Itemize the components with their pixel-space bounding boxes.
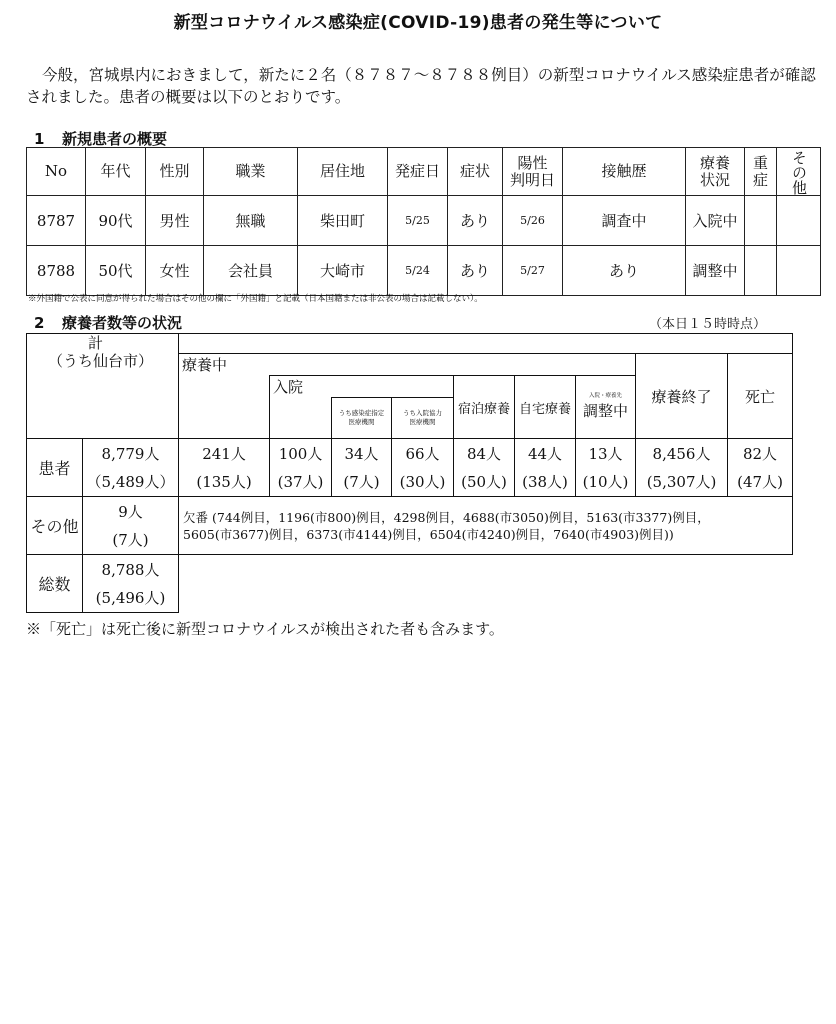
cell-sex: 女性	[146, 246, 204, 296]
cell-positive: 5/27	[503, 246, 563, 296]
table1-header-row	[27, 148, 821, 196]
header-no: No	[27, 148, 86, 196]
patients-deaths	[728, 439, 793, 497]
grand-total-value-cell	[83, 555, 179, 613]
cell-job: 無職	[204, 196, 298, 246]
patients-label: 患者	[27, 439, 83, 497]
table-row	[27, 497, 793, 555]
cell-status: 入院中	[686, 196, 745, 246]
home-header: 自宅療養	[515, 376, 576, 439]
cooperating-hospital-header	[392, 398, 454, 439]
adjusting-small-label: 入院・療養先	[589, 393, 623, 399]
grand-total-sendai: (5,496人)	[95, 588, 166, 607]
missing-numbers-note	[179, 497, 793, 555]
intro-paragraph	[26, 64, 816, 108]
header-contact: 接触歴	[563, 148, 686, 196]
finished-value: 8,456人	[652, 444, 711, 463]
cell-age: 50代	[86, 246, 146, 296]
header-age: 年代	[86, 148, 146, 196]
hotel-header: 宿泊療養	[454, 376, 515, 439]
under-treatment-header: 療養中	[179, 354, 636, 376]
finished-sendai: (5,307人)	[646, 472, 717, 491]
grand-total-value: 8,788人	[101, 560, 160, 579]
header-onset: 発症日	[388, 148, 448, 196]
cell-onset: 5/24	[388, 246, 448, 296]
deaths-note: ※「死亡」は死亡後に新型コロナウイルスが検出された者も含みます。	[26, 620, 504, 638]
treating-sendai: (135人)	[196, 472, 252, 491]
hosp-value: 100人	[278, 444, 323, 463]
cell-other	[777, 196, 821, 246]
adjusting-header	[576, 376, 636, 439]
cell-no: 8787	[27, 196, 86, 246]
patients-total-value: 8,779人	[101, 444, 160, 463]
designated-line1: うち感染症指定	[338, 409, 385, 417]
finished-header: 療養終了	[636, 354, 728, 439]
section1-number: 1	[34, 130, 45, 148]
deaths-value: 82人	[742, 444, 778, 463]
header-job: 職業	[204, 148, 298, 196]
patients-cooperating	[392, 439, 454, 497]
patients-treating	[179, 439, 270, 497]
patients-hotel	[454, 439, 515, 497]
cell-severe	[745, 196, 777, 246]
coop-value: 66人	[405, 444, 440, 463]
others-label: その他	[27, 497, 83, 555]
cell-status: 調整中	[686, 246, 745, 296]
designated-line2: 医療機関	[348, 418, 375, 426]
cell-residence: 柴田町	[298, 196, 388, 246]
under-treatment-body	[179, 376, 270, 439]
adjusting-label: 調整中	[583, 402, 629, 420]
total-header-line1: 計	[88, 334, 104, 352]
cell-positive: 5/26	[503, 196, 563, 246]
missing-numbers-line1: 欠番 (744例目，1196(市800)例目，4298例目，4688(市3050)例目，5163(市3377)例目，	[183, 509, 710, 525]
foreign-nationality-note: ※外国籍で公表に同意が得られた場合はその他の欄に「外国籍」と記載（日本国籍または非公表の場合は記載しない）。	[28, 294, 483, 304]
header-status	[686, 148, 745, 196]
patients-designated	[332, 439, 392, 497]
cell-contact: 調査中	[563, 196, 686, 246]
header-spacer	[179, 334, 793, 354]
cell-severe	[745, 246, 777, 296]
missing-numbers-line2: 5605(市3677)例目，6373(市4144)例目，6504(市4240)例目，7640(市4903)例目))	[183, 526, 674, 542]
patients-hospitalized	[270, 439, 332, 497]
desig-value: 34人	[344, 444, 379, 463]
cell-symptom: あり	[448, 196, 503, 246]
deaths-sendai: (47人)	[737, 472, 783, 491]
hospitalized-body	[270, 398, 332, 439]
grand-total-label: 総数	[27, 555, 83, 613]
cell-age: 90代	[86, 196, 146, 246]
section2-heading	[34, 312, 182, 333]
header-severe-line1: 重	[752, 153, 768, 172]
document-title: 新型コロナウイルス感染症(COVID-19)患者の発生等について	[173, 13, 663, 33]
patients-total	[83, 439, 179, 497]
cell-symptom: あり	[448, 246, 503, 296]
others-total	[83, 497, 179, 555]
cell-no: 8788	[27, 246, 86, 296]
header-positive-line2: 判明日	[509, 170, 555, 189]
coop-sendai: (30人)	[399, 472, 446, 491]
table-row	[27, 555, 793, 613]
as-of-time: （本日１５時時点）	[648, 317, 766, 332]
header-severe-line2: 症	[752, 170, 768, 189]
deaths-header: 死亡	[728, 354, 793, 439]
header-sex: 性別	[146, 148, 204, 196]
header-status-line2: 状況	[699, 170, 730, 189]
table-row	[27, 246, 821, 296]
adjust-sendai: (10人)	[582, 472, 629, 491]
cell-other	[777, 246, 821, 296]
cooperating-line1: うち入院協力	[403, 409, 443, 417]
section1-title: 新規患者の概要	[62, 130, 168, 148]
table-row	[27, 439, 793, 497]
total-header-cell	[27, 334, 179, 439]
header-positive-line1: 陽性	[517, 153, 548, 172]
section2-title: 療養者数等の状況	[62, 314, 183, 332]
hosp-sendai: (37人)	[277, 472, 324, 491]
designated-hospital-header	[332, 398, 392, 439]
header-positive	[503, 148, 563, 196]
treating-value: 241人	[202, 444, 246, 463]
hospitalized-header: 入院	[270, 376, 454, 398]
new-patients-table	[26, 147, 821, 296]
header-severe	[745, 148, 777, 196]
hotel-value: 84人	[466, 444, 502, 463]
treatment-status-table	[26, 333, 793, 613]
others-total-value: 9人	[118, 502, 143, 521]
cooperating-line2: 医療機関	[409, 418, 436, 426]
cell-job: 会社員	[204, 246, 298, 296]
adjust-value: 13人	[588, 444, 623, 463]
others-total-sendai: (7人)	[112, 530, 149, 549]
home-value: 44人	[527, 444, 563, 463]
hotel-sendai: (50人)	[461, 472, 507, 491]
header-residence: 居住地	[298, 148, 388, 196]
total-header-line2: （うち仙台市）	[48, 352, 154, 370]
header-other: その他	[777, 148, 821, 196]
home-sendai: (38人)	[522, 472, 568, 491]
patients-total-sendai: （5,489人）	[86, 472, 175, 491]
intro-text: 今般，宮城県内におきまして，新たに２名（８７８７～８７８８例目）の新型コロナウイルス感染症患者が確認されました。患者の概要は以下のとおりです。	[26, 66, 816, 106]
desig-sendai: (7人)	[343, 472, 380, 491]
patients-adjusting	[576, 439, 636, 497]
cell-contact: あり	[563, 246, 686, 296]
empty-area	[179, 555, 793, 613]
section1-heading	[34, 128, 167, 149]
table-row	[27, 196, 821, 246]
patients-home	[515, 439, 576, 497]
patients-finished	[636, 439, 728, 497]
cell-onset: 5/25	[388, 196, 448, 246]
cell-sex: 男性	[146, 196, 204, 246]
header-symptom: 症状	[448, 148, 503, 196]
cell-residence: 大崎市	[298, 246, 388, 296]
section2-number: 2	[34, 314, 45, 332]
header-status-line1: 療養	[699, 153, 730, 172]
